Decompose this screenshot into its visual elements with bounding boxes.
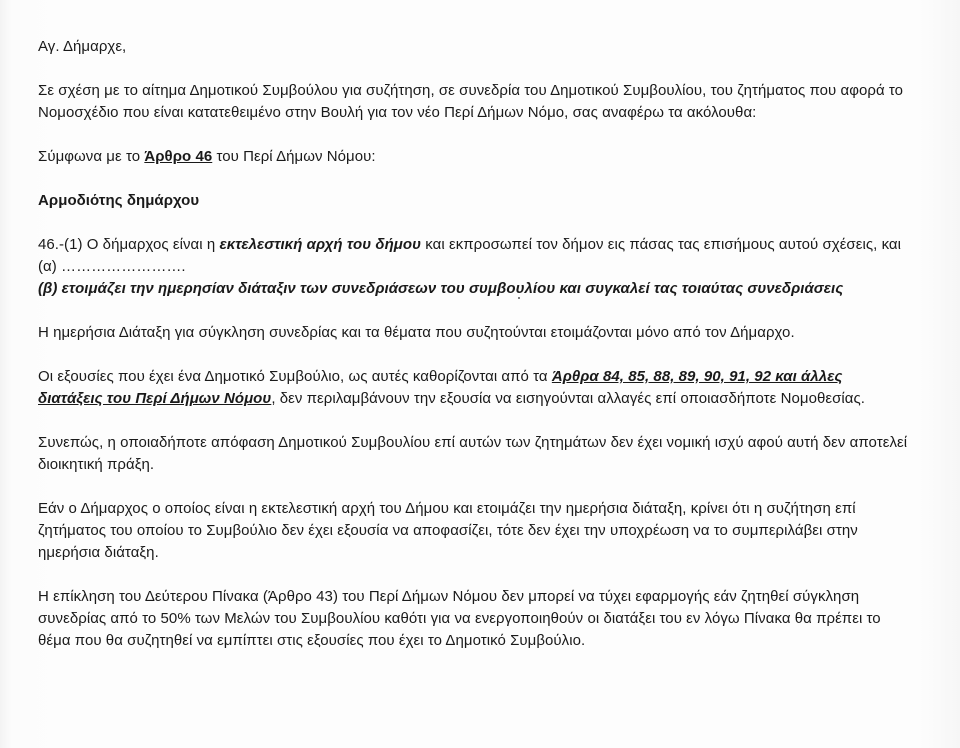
section-heading: Αρμοδιότης δημάρχου (38, 192, 200, 209)
letter-body (38, 36, 908, 674)
article-item-b: (β) ετοιμάζει την ημερησίαν διάταξιν των συνεδριάσεων του συμβουλίου και συγκαλεί τας τοιαύτας συνεδριάσεις (38, 280, 844, 297)
article-46-link: Άρθρο 46 (144, 148, 213, 165)
agenda-note: Η ημερήσια Διάταξη για σύγκληση συνεδρίας και τα θέματα που συζητούνται ετοιμάζονται μόνο από τον Δήμαρχο. (38, 324, 795, 341)
article-reference (38, 146, 908, 168)
article-emphasis: εκτελεστική αρχή του δήμου (219, 236, 422, 253)
consequence-paragraph: Συνεπώς, η οποιαδήποτε απόφαση Δημοτικού Συμβουλίου επί αυτών των ζητημάτων δεν έχει νομική ισχύ αφού αυτή δεν αποτελεί διοικητική πράξη. (38, 434, 908, 473)
powers-articles-link: Άρθρα 84, 85, 88, 89, 90, 91, 92 και άλλες διατάξεις του Περί Δήμων Νόμου (38, 368, 843, 407)
article-ref-prefix: Σύμφωνα με το (38, 148, 145, 165)
second-table-paragraph: Η επίκληση του Δεύτερου Πίνακα (Άρθρο 43) του Περί Δήμων Νόμου δεν μπορεί να τύχει εφαρμογής εάν ζητηθεί σύγκληση συνεδρίας από το 50% των Μελών του Συμβουλίου καθότι για να ενεργοποιηθούν οι διατάξει του εν λόγω Πίνακα θα πρέπει το θέμα που θα συζητηθεί να εμπίπτει στις εξουσίες που έχει το Δημοτικό Συμβούλιο. (38, 588, 881, 649)
salutation: Αγ. Δήμαρχε, (38, 38, 127, 55)
powers-paragraph (38, 366, 908, 410)
powers-suffix: , δεν περιλαμβάνουν την εξουσία να εισηγούνται αλλαγές επί οποιασδήποτε Νομοθεσίας. (271, 390, 865, 407)
article-text (38, 234, 908, 256)
intro-paragraph: Σε σχέση με το αίτημα Δημοτικού Συμβούλου για συζήτηση, σε συνεδρία του Δημοτικού Συμβουλίου, του ζητήματος που αφορά το Νομοσχέδιο που είναι κατατεθειμένο στην Βουλή για τον νέο Περί Δήμων Νόμο, σας αναφέρω τα ακόλουθα: (38, 82, 904, 121)
article-ref-suffix: του Περί Δήμων Νόμου: (212, 148, 376, 165)
article-item-a: (α) ……………………. (38, 258, 186, 275)
mayor-decision-paragraph: Εάν ο Δήμαρχος ο οποίος είναι η εκτελεστική αρχή του Δήμου και ετοιμάζει την ημερήσια διάταξη, κρίνει ότι η συζήτηση επί ζητήματος του οποίου το Συμβούλιο δεν έχει εξουσία να αποφασίζει, τότε δεν έχει την υποχρέωση να το συμπεριλάβει στην ημερήσια διάταξη. (38, 500, 858, 561)
article-part2: και εκπροσωπεί τον δήμον εις πάσας τας επισήμους αυτού σχέσεις, και (421, 236, 902, 253)
article-part1: 46.-(1) Ο δήμαρχος είναι η (38, 236, 220, 253)
powers-prefix: Οι εξουσίες που έχει ένα Δημοτικό Συμβούλιο, ως αυτές καθορίζονται από τα (38, 368, 552, 385)
scan-speck (518, 297, 520, 299)
